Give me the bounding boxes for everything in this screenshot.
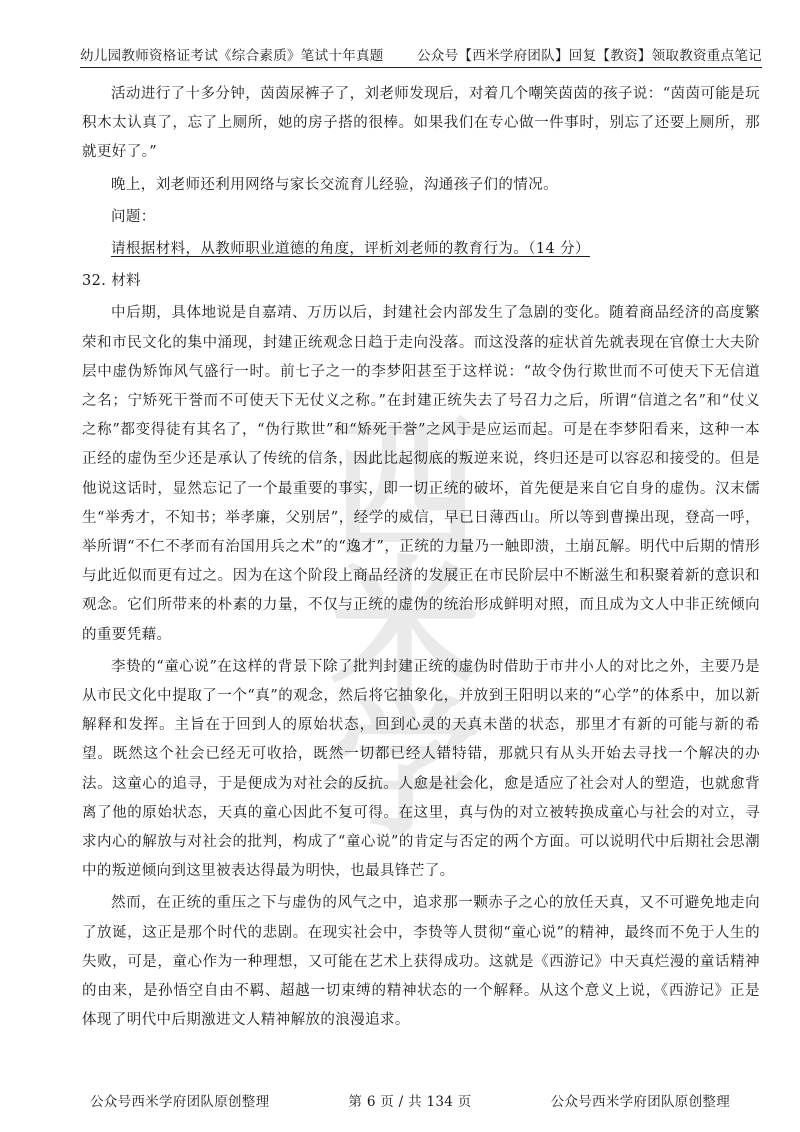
page-header <box>80 40 762 68</box>
footer-right-credit: 公众号西米学府团队原创整理 <box>550 1094 730 1110</box>
paragraph: 活动进行了十多分钟，茵茵尿裤子了，刘老师发现后，对着几个嘲笑茵茵的孩子说：“茵茵可能是玩积木太认真了，忘了上厕所，她的房子搭的很棒。如果我们在专心做一件事时，别忘了还要上厕所，那就更好了。” <box>82 86 760 161</box>
page-number: 第 6 页 / 共 134 页 <box>348 1094 472 1110</box>
paragraph: 李贽的“童心说”在这样的背景下除了批判封建正统的虚伪时借助于市井小人的对比之外，主要乃是从市民文化中提取了一个“真”的观念，然后将它抽象化，并放到王阳明以来的“心学”的体系中，加以新解释和发挥。主旨在于回到人的原始状态，回到心灵的天真未凿的状态，那里才有新的可能与新的希望。既然这个社会已经无可收拾，既然一切都已经人错特错，那就只有从头开始去寻找一个解决的办法。这童心的追寻，于是便成为对社会的反抗。人愈是社会化，愈是适应了社会对人的塑造，也就愈背离了他的原始状态，天真的童心因此不复可得。在这里，真与伪的对立被转换成童心与社会的对立，寻求内心的解放与对社会的批判，构成了“童心说”的肯定与否定的两个方面。可以说明代中后期社会思潮中的叛逆倾向到这里被表达得最为明快，也最具锋芒了。 <box>82 658 760 880</box>
watermark-char: 米 <box>329 543 480 717</box>
header-right-note: 公众号【西米学府团队】回复【教资】领取教资重点笔记 <box>417 48 762 64</box>
material-heading: 32. 材料 <box>82 273 142 290</box>
watermark-char: 西 <box>329 403 480 577</box>
header-left-title: 幼儿园教师资格证考试《综合素质》笔试十年真题 <box>80 48 384 64</box>
footer-left-credit: 公众号西米学府团队原创整理 <box>90 1094 270 1110</box>
watermark-char: 学 <box>329 683 480 857</box>
page-footer <box>80 1090 760 1110</box>
page-content <box>82 80 760 1036</box>
paragraph: 中后期，具体地说是自嘉靖、万历以后，封建社会内部发生了急剧的变化。随着商品经济的高度繁荣和市民文化的集中涌现，封建正统观念日趋于走向没落。而这没落的症状首先就表现在官僚士大夫阶层中虚伪矫饰风气盛行一时。前七子之一的李梦阳甚至于这样说：“故令伪行欺世而不可使天下无信道之名；宁矫死干誉而不可使天下无仗义之称。”在封建正统失去了号召力之后，所谓“信道之名”和“仗义之称”都变得徒有其名了，“伪行欺世”和“矫死干誉”之风于是应运而起。可是在李梦阳看来，这种一本正经的虚伪至少还是承认了传统的信条，因此比起彻底的叛逆来说，终归还是可以容忍和接受的。但是他说这话时，显然忘记了一个最重要的事实，即一切正统的破坏，首先便是来自它自身的虚伪。汉末儒生“举秀才，不知书；举孝廉，父别居”，经学的威信，早已日薄西山。所以等到曹操出现，登高一呼，举所谓“不仁不孝而有治国用兵之术”的“逸才”，正统的力量乃一触即溃，土崩瓦解。明代中后期的情形与此近似而更有过之。因为在这个阶段上商品经济的发展正在市民阶层中不断滋生和积聚着新的意识和观念。它们所带来的朴素的力量，不仅与正统的虚伪的统治形成鲜明对照，而且成为文人中非正统倾向的重要凭藉。 <box>82 305 760 643</box>
question-text: 请根据材料，从教师职业道德的角度，评析刘老师的教育行为。（14 分） <box>111 241 590 258</box>
paragraph: 晚上，刘老师还利用网络与家长交流育儿经验，沟通孩子们的情况。 <box>111 176 558 193</box>
question-label: 问题： <box>111 208 156 225</box>
paragraph: 然而，在正统的重压之下与虚伪的风气之中，追求那一颗赤子之心的放任天真，又不可避免地走向了放诞，这正是那个时代的悲剧。在现实社会中，李贽等人贯彻“童心说”的精神，最终而不免于人生的失败，可是，童心作为一种理想，又可能在艺术上获得成功。这就是《西游记》中天真烂漫的童话精神的由来，是孙悟空自由不羁、超越一切束缚的精神状态的一个解释。从这个意义上说，《西游记》正是体现了明代中后期激进文人精神解放的浪漫追求。 <box>82 895 760 1029</box>
